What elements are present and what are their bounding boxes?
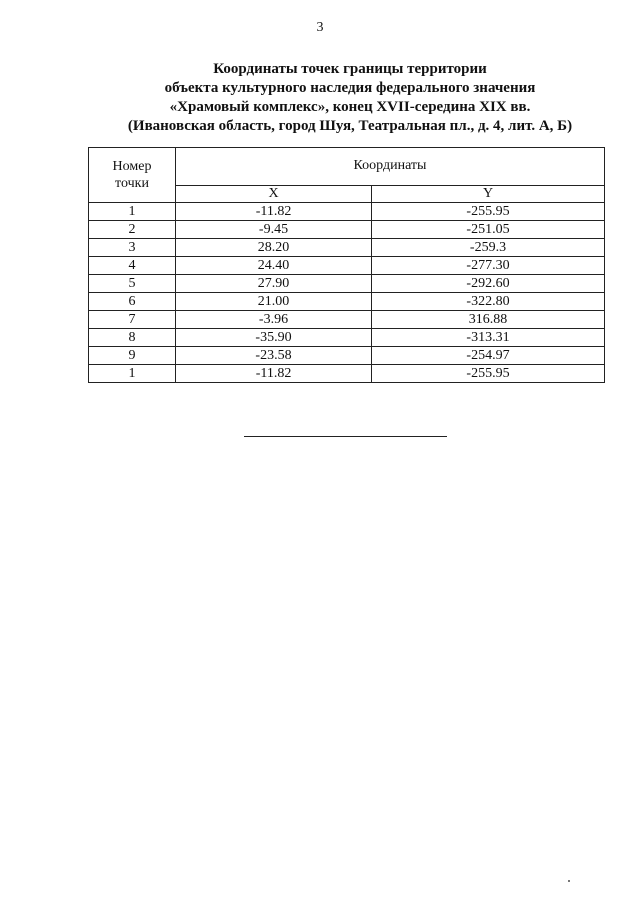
title-line-3: «Храмовый комплекс», конец XVII-середина XIX вв. bbox=[169, 99, 531, 115]
point-number-cell: 1 bbox=[89, 203, 176, 221]
y-coordinate-cell: -259.3 bbox=[372, 239, 605, 257]
table-row bbox=[89, 221, 605, 239]
table-row bbox=[89, 203, 605, 221]
page-number: 3 bbox=[316, 20, 324, 35]
table-row bbox=[89, 293, 605, 311]
title-line-1: Координаты точек границы территории bbox=[213, 61, 487, 77]
table-row bbox=[89, 347, 605, 365]
y-coordinate-cell: -251.05 bbox=[372, 221, 605, 239]
table-row bbox=[89, 257, 605, 275]
point-number-cell: 5 bbox=[89, 275, 176, 293]
y-column-header: Y bbox=[372, 185, 605, 202]
point-number-cell: 7 bbox=[89, 311, 176, 329]
point-number-cell: 9 bbox=[89, 347, 176, 365]
y-coordinate-cell: 316.88 bbox=[372, 311, 605, 329]
y-coordinate-cell: -255.95 bbox=[372, 365, 605, 383]
x-coordinate-cell: -3.96 bbox=[176, 311, 372, 329]
x-coordinate-cell: 24.40 bbox=[176, 257, 372, 275]
x-coordinate-cell: -11.82 bbox=[176, 365, 372, 383]
point-number-header bbox=[89, 148, 176, 203]
y-coordinate-cell: -277.30 bbox=[372, 257, 605, 275]
y-coordinate-cell: -292.60 bbox=[372, 275, 605, 293]
x-coordinate-cell: 27.90 bbox=[176, 275, 372, 293]
x-coordinate-cell: 28.20 bbox=[176, 239, 372, 257]
table-row bbox=[89, 275, 605, 293]
point-number-cell: 3 bbox=[89, 239, 176, 257]
y-coordinate-cell: -313.31 bbox=[372, 329, 605, 347]
x-coordinate-cell: -11.82 bbox=[176, 203, 372, 221]
point-number-cell: 8 bbox=[89, 329, 176, 347]
x-coordinate-cell: 21.00 bbox=[176, 293, 372, 311]
y-coordinate-cell: -254.97 bbox=[372, 347, 605, 365]
title-line-4: (Ивановская область, город Шуя, Театральная пл., д. 4, лит. А, Б) bbox=[127, 118, 573, 134]
document-title bbox=[60, 60, 640, 136]
x-coordinate-cell: -23.58 bbox=[176, 347, 372, 365]
point-number-header-line-2: точки bbox=[115, 176, 149, 191]
coordinates-table bbox=[88, 147, 605, 383]
y-coordinate-cell: -322.80 bbox=[372, 293, 605, 311]
coordinates-header: Координаты bbox=[176, 148, 605, 186]
scan-speck bbox=[568, 880, 570, 882]
x-coordinate-cell: -9.45 bbox=[176, 221, 372, 239]
closing-rule bbox=[244, 436, 447, 437]
title-line-2: объекта культурного наследия федерального значения bbox=[164, 80, 536, 96]
point-number-cell: 1 bbox=[89, 365, 176, 383]
table-row bbox=[89, 239, 605, 257]
point-number-cell: 2 bbox=[89, 221, 176, 239]
y-coordinate-cell: -255.95 bbox=[372, 203, 605, 221]
table-row bbox=[89, 329, 605, 347]
x-column-header: X bbox=[176, 185, 372, 202]
point-number-cell: 6 bbox=[89, 293, 176, 311]
x-coordinate-cell: -35.90 bbox=[176, 329, 372, 347]
table-row bbox=[89, 365, 605, 383]
point-number-cell: 4 bbox=[89, 257, 176, 275]
point-number-header-line-1: Номер bbox=[112, 159, 152, 174]
table-row bbox=[89, 311, 605, 329]
